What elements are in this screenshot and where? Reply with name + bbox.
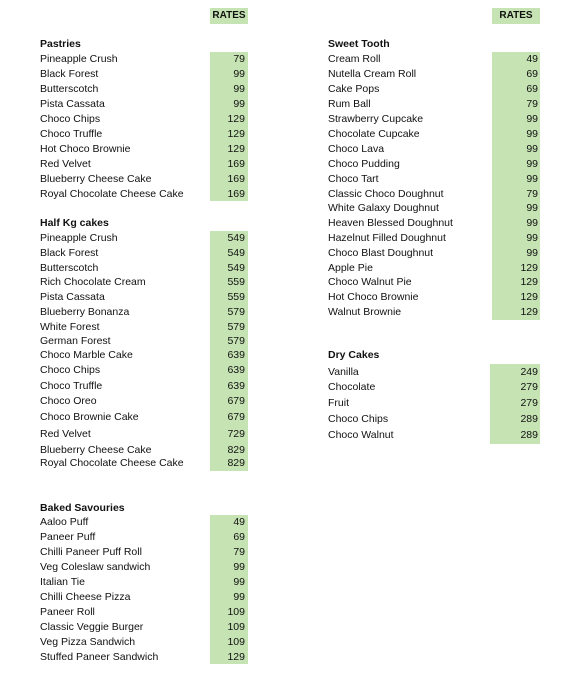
list-item: Hazelnut Filled Doughnut <box>328 232 446 244</box>
item-price: 169 <box>227 188 245 200</box>
list-item: Choco Truffle <box>40 128 103 140</box>
item-price: 109 <box>227 636 245 648</box>
item-price: 99 <box>526 143 538 155</box>
item-price: 79 <box>233 546 245 558</box>
section-title-baked-savouries: Baked Savouries <box>40 502 125 514</box>
list-item: Blueberry Cheese Cake <box>40 444 152 456</box>
item-price: 279 <box>520 397 538 409</box>
list-item: Choco Brownie Cake <box>40 411 139 423</box>
list-item: Walnut Brownie <box>328 306 402 318</box>
item-price: 289 <box>520 413 538 425</box>
list-item: Choco Walnut <box>328 429 394 441</box>
list-item: Choco Marble Cake <box>40 349 133 361</box>
item-price: 99 <box>233 561 245 573</box>
item-price: 129 <box>227 651 245 663</box>
section-title-half-kg-cakes: Half Kg cakes <box>40 217 109 229</box>
item-price: 829 <box>227 444 245 456</box>
list-item: Blueberry Cheese Cake <box>40 173 152 185</box>
right-rates-header: RATES <box>492 8 540 24</box>
list-item: Choco Truffle <box>40 380 103 392</box>
list-item: Classic Choco Doughnut <box>328 188 444 200</box>
item-price: 99 <box>233 591 245 603</box>
item-price: 829 <box>227 457 245 469</box>
item-price: 99 <box>526 173 538 185</box>
list-item: Veg Coleslaw sandwich <box>40 561 151 573</box>
list-item: Butterscotch <box>40 83 99 95</box>
item-price: 69 <box>526 68 538 80</box>
item-price: 729 <box>227 428 245 440</box>
list-item: Black Forest <box>40 247 99 259</box>
list-item: Choco Tart <box>328 173 379 185</box>
list-item: Heaven Blessed Doughnut <box>328 217 453 229</box>
item-price: 49 <box>526 53 538 65</box>
list-item: Nutella Cream Roll <box>328 68 417 80</box>
list-item: Pineapple Crush <box>40 232 118 244</box>
list-item: Rich Chocolate Cream <box>40 276 146 288</box>
list-item: Fruit <box>328 397 349 409</box>
list-item: Strawberry Cupcake <box>328 113 424 125</box>
list-item: Black Forest <box>40 68 99 80</box>
item-price: 99 <box>233 576 245 588</box>
item-price: 249 <box>520 366 538 378</box>
list-item: Choco Pudding <box>328 158 400 170</box>
item-price: 79 <box>233 53 245 65</box>
item-price: 99 <box>233 83 245 95</box>
list-item: Butterscotch <box>40 262 99 274</box>
item-price: 579 <box>227 335 245 347</box>
item-price: 579 <box>227 321 245 333</box>
list-item: Classic Veggie Burger <box>40 621 144 633</box>
item-price: 639 <box>227 349 245 361</box>
list-item: Chilli Paneer Puff Roll <box>40 546 142 558</box>
list-item: Choco Oreo <box>40 395 97 407</box>
item-price: 129 <box>227 128 245 140</box>
item-price: 639 <box>227 364 245 376</box>
list-item: Apple Pie <box>328 262 373 274</box>
list-item: White Galaxy Doughnut <box>328 202 439 214</box>
item-price: 129 <box>227 113 245 125</box>
item-price: 99 <box>233 98 245 110</box>
item-price: 99 <box>526 158 538 170</box>
list-item: Cream Roll <box>328 53 381 65</box>
list-item: Choco Blast Doughnut <box>328 247 434 259</box>
list-item: Red Velvet <box>40 428 91 440</box>
list-item: Chilli Cheese Pizza <box>40 591 131 603</box>
item-price: 69 <box>233 531 245 543</box>
item-price: 559 <box>227 291 245 303</box>
list-item: Veg Pizza Sandwich <box>40 636 136 648</box>
item-price: 99 <box>526 202 538 214</box>
list-item: Stuffed Paneer Sandwich <box>40 651 159 663</box>
section-title-sweet-tooth: Sweet Tooth <box>328 38 390 50</box>
list-item: Chocolate <box>328 381 376 393</box>
item-price: 289 <box>520 429 538 441</box>
item-price: 549 <box>227 262 245 274</box>
item-price: 579 <box>227 306 245 318</box>
item-price: 279 <box>520 381 538 393</box>
list-item: Choco Chips <box>328 413 389 425</box>
item-price: 99 <box>526 217 538 229</box>
list-item: Choco Chips <box>40 364 101 376</box>
list-item: Paneer Roll <box>40 606 95 618</box>
left-rates-header: RATES <box>210 8 248 24</box>
list-item: White Forest <box>40 321 100 333</box>
item-price: 549 <box>227 247 245 259</box>
item-price: 129 <box>227 143 245 155</box>
item-price: 639 <box>227 380 245 392</box>
item-price: 99 <box>526 232 538 244</box>
item-price: 559 <box>227 276 245 288</box>
item-price: 169 <box>227 173 245 185</box>
list-item: Pista Cassata <box>40 98 105 110</box>
list-item: Paneer Puff <box>40 531 96 543</box>
list-item: Cake Pops <box>328 83 380 95</box>
item-price: 129 <box>520 291 538 303</box>
list-item: Vanilla <box>328 366 359 378</box>
list-item: German Forest <box>40 335 111 347</box>
item-price: 49 <box>233 516 245 528</box>
item-price: 129 <box>520 262 538 274</box>
list-item: Red Velvet <box>40 158 91 170</box>
list-item: Choco Chips <box>40 113 101 125</box>
list-item: Italian Tie <box>40 576 85 588</box>
item-price: 99 <box>526 247 538 259</box>
item-price: 99 <box>526 113 538 125</box>
item-price: 129 <box>520 276 538 288</box>
item-price: 69 <box>526 83 538 95</box>
list-item: Hot Choco Brownie <box>328 291 419 303</box>
item-price: 169 <box>227 158 245 170</box>
list-item: Rum Ball <box>328 98 371 110</box>
section-title-pastries: Pastries <box>40 38 81 50</box>
item-price: 99 <box>233 68 245 80</box>
list-item: Chocolate Cupcake <box>328 128 420 140</box>
list-item: Choco Lava <box>328 143 385 155</box>
section-title-dry-cakes: Dry Cakes <box>328 349 380 361</box>
item-price: 109 <box>227 621 245 633</box>
list-item: Pista Cassata <box>40 291 105 303</box>
list-item: Aaloo Puff <box>40 516 89 528</box>
item-price: 129 <box>520 306 538 318</box>
item-price: 79 <box>526 188 538 200</box>
item-price: 549 <box>227 232 245 244</box>
list-item: Royal Chocolate Cheese Cake <box>40 457 184 469</box>
item-price: 679 <box>227 395 245 407</box>
item-price: 679 <box>227 411 245 423</box>
item-price: 79 <box>526 98 538 110</box>
item-price: 109 <box>227 606 245 618</box>
list-item: Blueberry Bonanza <box>40 306 130 318</box>
item-price: 99 <box>526 128 538 140</box>
list-item: Pineapple Crush <box>40 53 118 65</box>
list-item: Royal Chocolate Cheese Cake <box>40 188 184 200</box>
list-item: Hot Choco Brownie <box>40 143 131 155</box>
list-item: Choco Walnut Pie <box>328 276 412 288</box>
